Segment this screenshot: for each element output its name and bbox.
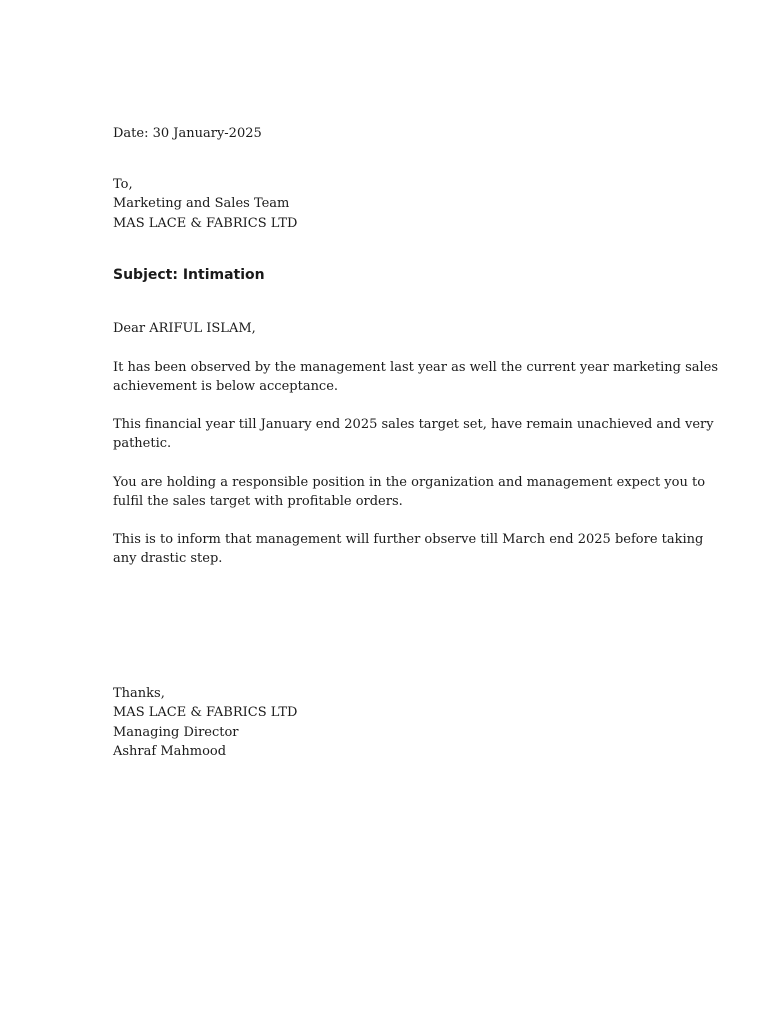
signatory-title: Managing Director — [113, 724, 239, 740]
paragraph-line: It has been observed by the management last year as well the current year marketing sales — [113, 360, 719, 375]
body-paragraph — [113, 358, 719, 397]
letter-salutation — [113, 319, 658, 338]
date-line: Date: 30 January-2025 — [113, 126, 262, 141]
paragraph-line: This financial year till January end 2025 sales target set, have remain unachieved and very — [113, 417, 714, 432]
paragraph-line: This is to inform that management will further observe till March end 2025 before taking — [113, 532, 704, 547]
closing-block — [113, 684, 658, 761]
signatory-name: Ashraf Mahmood — [113, 743, 227, 759]
recipient-company: MAS LACE & FABRICS LTD — [113, 215, 298, 231]
subject-line: Subject: Intimation — [113, 267, 265, 283]
paragraph-line: pathetic. — [113, 436, 172, 452]
paragraph-line: You are holding a responsible position in the organization and management expect you to — [113, 475, 706, 490]
letter-date — [113, 124, 658, 143]
closing-company: MAS LACE & FABRICS LTD — [113, 705, 298, 721]
paragraph-line: achievement is below acceptance. — [113, 379, 339, 395]
body-paragraph — [113, 415, 714, 454]
recipient-block — [113, 175, 658, 233]
salutation-line: Dear ARIFUL ISLAM, — [113, 321, 256, 336]
closing-thanks: Thanks, — [113, 686, 165, 701]
paragraph-line: fulfil the sales target with profitable orders. — [113, 494, 403, 510]
letter-subject — [113, 266, 658, 285]
recipient-team: Marketing and Sales Team — [113, 196, 290, 212]
paragraph-line: any drastic step. — [113, 551, 223, 567]
recipient-to: To, — [113, 177, 133, 192]
body-paragraph — [113, 473, 706, 512]
body-paragraph — [113, 530, 704, 569]
